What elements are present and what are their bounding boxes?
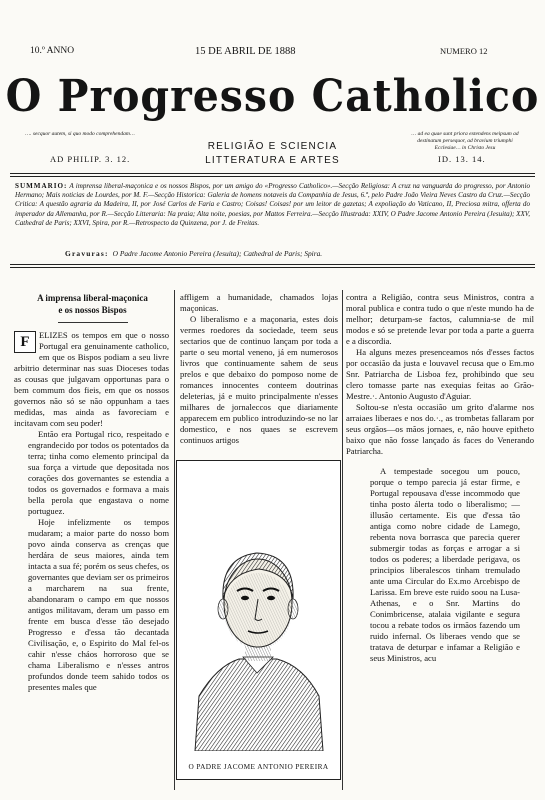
subtitle-line-2: LITTERATURA E ARTES: [205, 155, 340, 166]
year-label: 10.º ANNO: [30, 46, 75, 56]
paragraph: Soltou-se n'esta occasião um grito d'alarme nos arraiaes liberaes e nos do.·., as trombetas fallaram por seus orgãos—os mãos jornaes, e, não houve epitheto baixo que não fosse lançado ás faces do Venerando Patriarcha.: [346, 402, 534, 456]
summary-block: [15, 182, 530, 228]
subtitle: [160, 140, 385, 168]
priest-portrait-image: [177, 461, 339, 751]
article-title-line-1: A imprensa liberal-maçonica: [37, 293, 148, 303]
summary-rule: [10, 264, 535, 265]
column-separator: [342, 290, 343, 790]
motto-left: …. secquor autem, si quo modo comprehendam…: [25, 131, 135, 137]
portrait-caption: O PADRE JACOME ANTONIO PEREIRA: [188, 762, 329, 771]
paragraph: Então era Portugal rico, respeitado e engrandecido por todos os potentados da terra; tinha como elemento principal da sua força a virtude que depositada nos corações dos governantes se estendia a todos os governados e formava a mais bella perola que engastava o nome portuguez.: [28, 429, 169, 516]
gravuras-line: [65, 249, 322, 258]
paragraph: Hoje infelizmente os tempos mudaram; a maior parte do nosso bom povo ainda conserva as crenças que herdára de seus maiores, ainda tem intacta a sua fé; porém os seus chefes, os governantes que deviam ser os primeiros a marcharem na sua frente, abandonaram o campo em que nossos antigos militavam, deram um passo em frente em busca d'esse tão desejado Progresso e d'essa tão decantada Civilisação, e, o Espirito do Mal fel-os cahir n'esse cháos horroroso que se chama Liberalismo e n'esses antros profundos donde teem sahido todos os presentes males que: [28, 517, 169, 692]
portrait-illustration: [176, 460, 341, 780]
gravuras-text: O Padre Jacome Antonio Pereira (Jesuita); Cathedral de Paris; Spira.: [112, 249, 323, 258]
column-3-bottom: [370, 466, 520, 792]
paragraph: F ELIZES os tempos em que o nosso Portugal era genuinamente catholico, em que os Bispos podiam a seu livre arbitrio determinar nas suas Dioceses todas as cousas que julgavam opportunas para o bem commum dos fieis, em que os nossos governos não só se não oppunham a taes medidas, mas ainda as favoreciam e incitavam com seu poder!: [14, 330, 169, 428]
column-3-top: [346, 292, 534, 462]
reference-right: ID. 13. 14.: [438, 154, 486, 164]
column-1: [14, 330, 169, 795]
paragraph: A tempestade socegou um pouco, porque o tempo parecia já estar firme, e Portugal repousava d'esse incommodo que tinha posto álerta todo o liberalismo; —illusão certamente. Eis que d'essa tão antiga como nobre cidade de Lamego, rebenta nova borrasca que parecia querer submergir todas as forças e arrogar a si todos os poderes; a liberdade perigava, os principios liberalescos tinham tremulado ante uma Circular do Ex.mo Arcebispo de Larissa. Em breve este ruido soou na Lusa-Athenas, e o Snr. Martins do Conimbricense, atalaia vigilante e segura tocou a rebate todos os irmãos fazendo um ruido infernal. Os liberaes vendo que se tratava de deturpar e infamar a Religião e seus Ministros, acu: [370, 466, 520, 663]
subtitle-line-1: RELIGIÃO E SCIENCIA: [207, 141, 338, 152]
reference-left: AD PHILIP. 3. 12.: [50, 154, 131, 164]
drop-cap: F: [14, 331, 36, 353]
issue-number: NUMERO 12: [440, 46, 488, 56]
summary-label: SUMMARIO:: [15, 182, 68, 190]
paragraph: affligem a humanidade, chamados lojas maçonicas.: [180, 292, 338, 313]
paragraph: contra a Religião, contra seus Ministros, contra a moral publica e contra tudo o que n'este mundo ha de melhor; deturpam-se factos, calumnia-se de mil modos e só se pretende levar por toda a parte a guerra e a discordia.: [346, 292, 534, 346]
newspaper-title: O Progresso Catholico: [5, 70, 540, 122]
title-rule: [58, 322, 128, 323]
column-separator: [174, 290, 175, 790]
article-title: [15, 292, 170, 316]
summary-text: A imprensa liberal-maçonica e os nossos Bispos, por um amigo do «Progresso Catholico».—Secção Religiosa: A cruz na vanguarda do progresso, por Antonio Hermano; Mais noticias de Lourdes, por M. F.—Secção Historica: Galeria de homens notaveis da Companhia de Jesus, 6.ª, pelo Padre João Vieira Neves Castro da Cruz.—Secção Critica: A questão agraria da Madeira, II, por José Carlos de Faria e Castro; Coisas! Coisas! por um leitor de gazetas; A expoliação do Vaticano, II, Preciosa mitra, offerta do imperador da Allemanha, por R.—Secção Litteraria: Na praia; Alta noite, poesias, por Mattos Ferreira.—Secção Illustrada: XXIV, O Padre Jacome Antonio Pereira (Jesuita); XXV, Cathedral de Paris; XXVI, Spira, por R.—Retrospecto da Quinzena, por J. de Freitas.: [15, 182, 530, 227]
header-rule: [10, 173, 535, 174]
gravuras-label: Gravuras:: [65, 249, 109, 258]
summary-rule-2: [10, 267, 535, 268]
paragraph: O liberalismo e a maçonaria, estes dois vermes roedores da sociedade, teem seus sectarios que de continuo lançam por toda a parte o seu mortal veneno, já em numerosos livros que continuamente sahem de seus prelos e que debaixo do pomposo nome de romances innocentes conteem doutrinas deleterias, já e muito principalmente n'esses milhares de jornaleccos que diariamente apparecem em publico introduzindo-se no lar domestico, e nos quaes se escrevem continuos artigos: [180, 314, 338, 445]
paragraph: Ha alguns mezes presenceamos nós d'esses factos por occasião da justa e louvavel recusa que o Em.mo Snr. Patriarcha de Lisboa fez, prohibindo que seu clero tomasse parte nas exequias feitas ao Grão-Mestre.·. Antonio Augusto d'Aguiar.: [346, 347, 534, 401]
motto-right: … ad ea quae sunt priora extendens meipsum ad destinatum persequor, ad bravium triumphi Ecclesiae… in Christo Jesu: [411, 131, 519, 151]
column-2: [180, 292, 338, 454]
article-title-line-2: e os nossos Bispos: [58, 305, 127, 315]
issue-date: 15 DE ABRIL DE 1888: [195, 46, 296, 57]
header-rule-2: [10, 176, 535, 177]
